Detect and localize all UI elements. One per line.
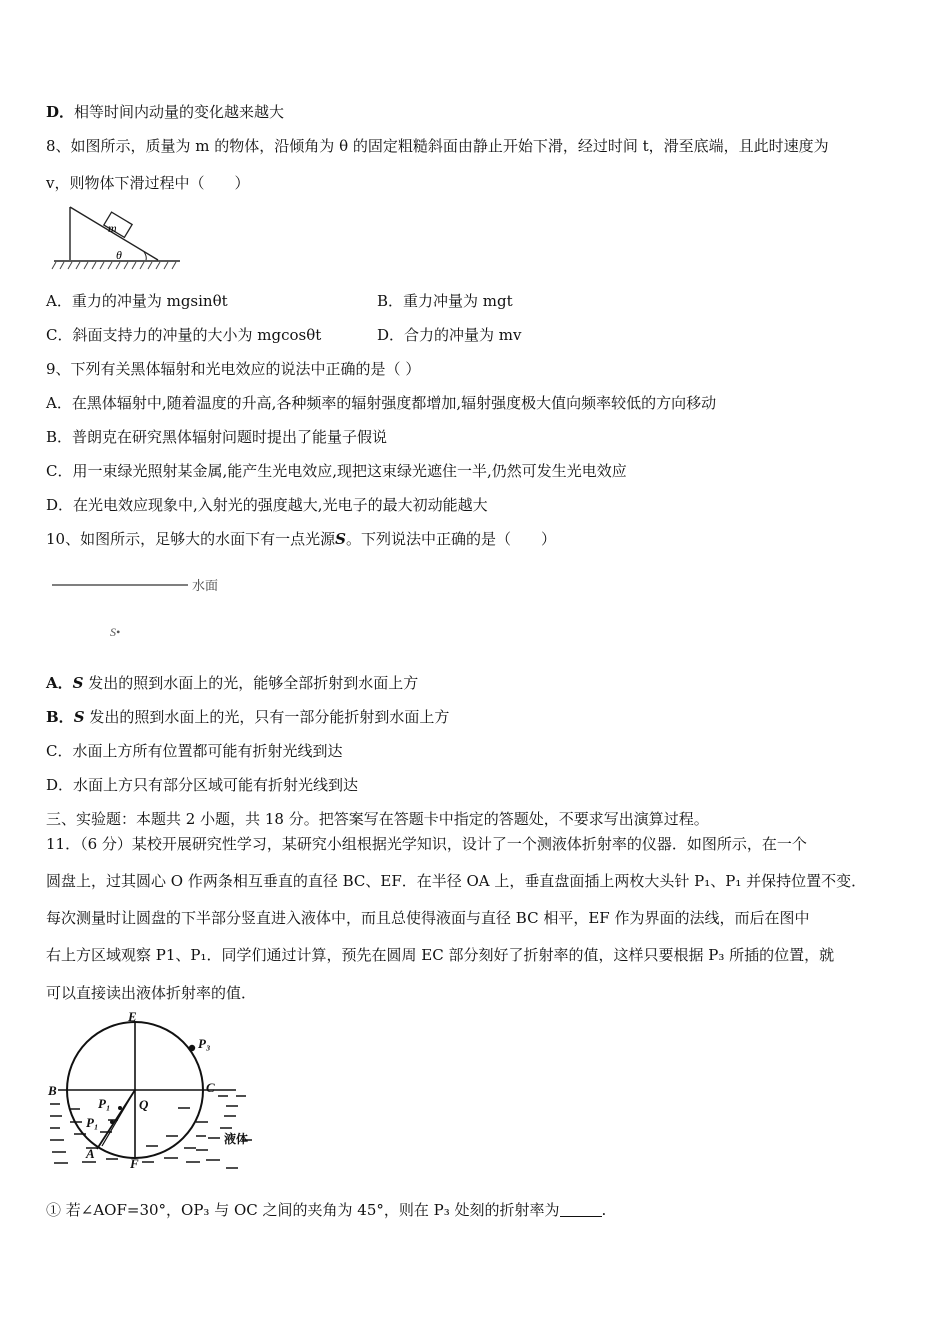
water-surface-label: 水面 <box>192 579 219 594</box>
q8-option-d: D．合力的冲量为 mv <box>377 326 522 344</box>
q8-stem-line2: v，则物体下滑过程中（ ） <box>46 174 250 192</box>
q11-line3: 每次测量时让圆盘的下半部分竖直进入液体中，而且总使得液面与直径 BC 相平，EF 作为界面的法线，而后在图中 <box>46 909 810 927</box>
q9-option-c: C．用一束绿光照射某金属,能产生光电效应,现把这束绿光遮住一半,仍然可发生光电效应 <box>46 462 627 480</box>
label-c: C <box>206 1080 215 1095</box>
q8-option-c: C．斜面支持力的冲量的大小为 mgcosθt <box>46 326 322 344</box>
label-p3: P₃ <box>198 1036 211 1051</box>
water-surface-figure <box>48 574 238 646</box>
q10-option-c: C．水面上方所有位置都可能有折射光线到达 <box>46 742 343 760</box>
q7-option-d <box>46 102 284 122</box>
label-e: E <box>128 1012 137 1024</box>
label-b: B <box>48 1083 57 1098</box>
q9-option-a: A．在黑体辐射中,随着温度的升高,各种频率的辐射强度都增加,辐射强度极大值向频率较低的方向移动 <box>46 394 717 412</box>
q8-stem-line1: 8、如图所示，质量为 m 的物体，沿倾角为 θ 的固定粗糙斜面由静止开始下滑，经过时间 t，滑至底端，且此时速度为 <box>46 137 829 155</box>
q9-option-d: D．在光电效应现象中,入射光的强度越大,光电子的最大初动能越大 <box>46 496 488 514</box>
q9-stem: 9、下列有关黑体辐射和光电效应的说法中正确的是（ ） <box>46 360 421 378</box>
disk-figure <box>46 1012 266 1172</box>
q8-option-b: B．重力冲量为 mgt <box>377 292 513 310</box>
light-source-label: S• <box>110 625 121 639</box>
label-p1: P₁ <box>98 1096 111 1111</box>
q11-subquestion-1: ① 若∠AOF=30°，OP₃ 与 OC 之间的夹角为 45°，则在 P₃ 处刻的折射率为 . <box>46 1201 607 1219</box>
incline-figure <box>48 204 184 272</box>
q11-line4: 右上方区域观察 P1、P₁．同学们通过计算，预先在圆周 EC 部分刻好了折射率的值，这样只要根据 P₃ 所插的位置，就 <box>46 946 835 964</box>
label-p2: P₁ <box>86 1115 99 1130</box>
option-text: 相等时间内动量的变化越来越大 <box>74 103 285 121</box>
mass-label: m <box>108 221 117 235</box>
liquid-label: 液体 <box>224 1132 249 1146</box>
q9-option-b: B．普朗克在研究黑体辐射问题时提出了能量子假说 <box>46 428 388 446</box>
label-a: A <box>86 1146 95 1161</box>
q10-option-d: D．水面上方只有部分区域可能有折射光线到达 <box>46 776 359 794</box>
q10-stem: 10、如图所示，足够大的水面下有一点光源S。下列说法中正确的是（ ） <box>46 530 556 548</box>
label-q: Q <box>139 1097 149 1112</box>
section-3-heading: 三、实验题：本题共 2 小题，共 18 分。把答案写在答题卡中指定的答题处，不要求写出演算过程。 <box>46 810 709 828</box>
label-f: F <box>130 1156 139 1171</box>
q11-line5: 可以直接读出液体折射率的值． <box>46 984 257 1002</box>
q10-option-b: B．S 发出的照到水面上的光，只有一部分能折射到水面上方 <box>46 708 450 726</box>
q10-option-a: A．S 发出的照到水面上的光，能够全部折射到水面上方 <box>46 674 419 692</box>
q11-line1: 11．（6 分）某校开展研究性学习，某研究小组根据光学知识，设计了一个测液体折射率的仪器．如图所示，在一个 <box>46 835 807 853</box>
option-label: D． <box>46 103 75 121</box>
source-symbol: S <box>335 530 346 548</box>
angle-label: θ <box>116 248 122 262</box>
q8-option-a: A．重力的冲量为 mgsinθt <box>46 292 228 310</box>
q11-line2: 圆盘上，过其圆心 O 作两条相互垂直的直径 BC、EF．在半径 OA 上，垂直盘面插上两枚大头针 P₁、P₁ 并保持位置不变． <box>46 872 867 890</box>
answer-blank[interactable] <box>560 1202 602 1217</box>
